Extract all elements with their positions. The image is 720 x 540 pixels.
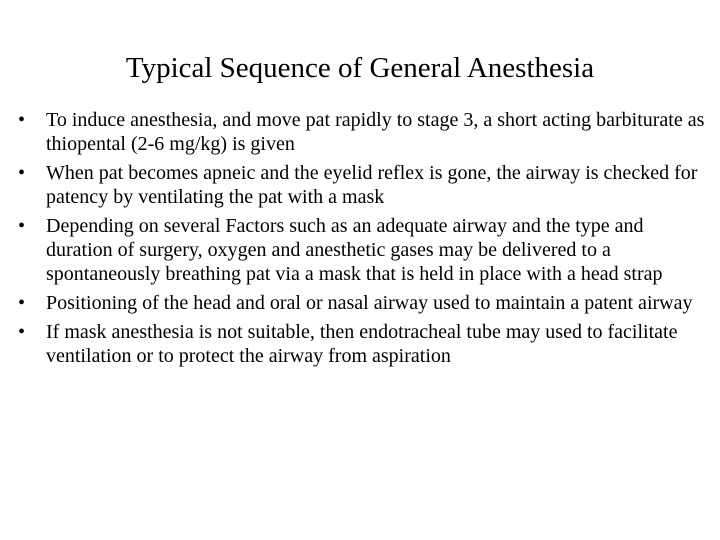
- bullet-text: To induce anesthesia, and move pat rapidly to stage 3, a short acting barbiturate as thiopental (2-6 mg/kg) is given: [46, 109, 705, 155]
- bullet-icon: •: [18, 321, 26, 343]
- slide-title: Typical Sequence of General Anesthesia: [125, 52, 595, 84]
- bullet-icon: •: [18, 162, 26, 184]
- bullet-item: [18, 214, 710, 286]
- bullet-icon: •: [18, 292, 26, 314]
- bullet-icon: •: [18, 215, 26, 237]
- bullet-text: When pat becomes apneic and the eyelid reflex is gone, the airway is checked for patency by ventilating the pat with a mask: [46, 162, 698, 208]
- bullet-item: [18, 291, 710, 315]
- bullet-icon: •: [18, 109, 26, 131]
- bullet-item: [18, 108, 710, 156]
- bullet-item: [18, 161, 710, 209]
- bullet-text: Positioning of the head and oral or nasal airway used to maintain a patent airway: [46, 292, 693, 314]
- bullet-text: Depending on several Factors such as an adequate airway and the type and duration of surgery, oxygen and anesthetic gases may be delivered to a spontaneously breathing pat via a mask that is held in place with a head strap: [46, 215, 663, 285]
- bullet-item: [18, 320, 710, 368]
- bullet-text: If mask anesthesia is not suitable, then endotracheal tube may used to facilitate ventilation or to protect the airway from aspiration: [46, 321, 678, 367]
- bullet-list: [18, 108, 710, 373]
